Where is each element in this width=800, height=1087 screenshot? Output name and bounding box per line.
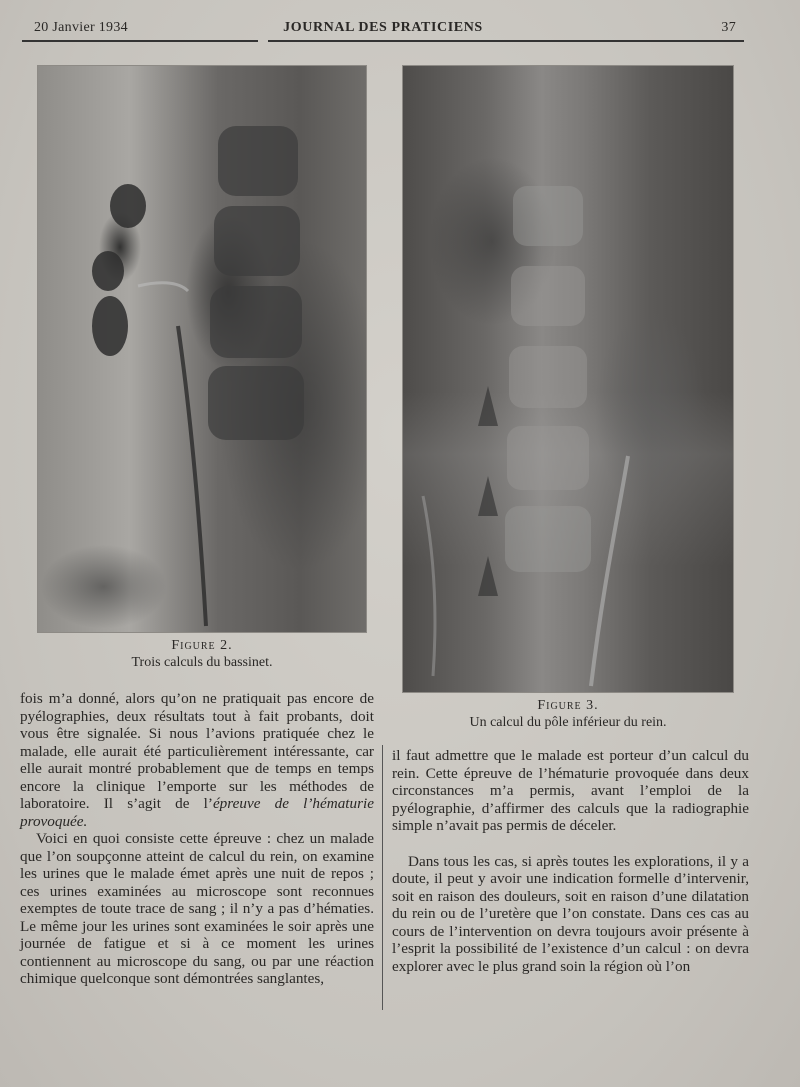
body-column-left xyxy=(20,690,374,988)
figure-3-label: Figure 3. xyxy=(537,698,599,713)
left-paragraph-1-italic: épreuve de l’hématurie provoquée. xyxy=(20,795,374,830)
figure-2-label: Figure 2. xyxy=(171,638,233,653)
body-column-right xyxy=(392,747,749,975)
figure-3-caption xyxy=(403,697,733,731)
header-rule-left xyxy=(22,40,258,42)
left-paragraph-1 xyxy=(20,690,374,830)
column-divider xyxy=(382,745,383,1010)
page-number: 37 xyxy=(721,20,736,35)
radiograph-figure-3-shapes xyxy=(403,66,733,692)
figure-2-caption xyxy=(38,637,366,671)
figure-2-caption-text: Trois calculs du bassinet. xyxy=(131,655,273,670)
header-date: 20 Janvier 1934 xyxy=(34,20,128,35)
left-paragraph-2: Voici en quoi consiste cette épreuve : chez un malade que l’on soupçonne atteint de calcul du rein, on examine les urines que le malade émet après une nuit de repos ; ces urines examinées au microscope sont reconnues exemptes de toute trace de sang ; il n’y a pas d’hématies. Le même jour les urines sont examinées le soir après une journée de fatigue et si à ce moment les urines contiennent au microscope du sang, ou par une réaction chimique quelconque sont démontrées sanglantes, xyxy=(20,830,374,987)
header-rule-right xyxy=(268,40,744,42)
right-paragraph-1: il faut admettre que le malade est porteur d’un calcul du rein. Cette épreuve de l’hématurie provoquée dans deux circonstances m’a permis, avant l’emploi de la pyélographie, d’affirmer des calculs que la radiographie simple n’avait pas permis de déceler. xyxy=(392,747,749,834)
radiograph-figure-3 xyxy=(403,66,733,692)
journal-title: JOURNAL DES PRATICIENS xyxy=(283,20,483,35)
figure-3-caption-text: Un calcul du pôle inférieur du rein. xyxy=(469,715,667,730)
radiograph-figure-2 xyxy=(38,66,366,632)
radiograph-figure-2-shapes xyxy=(38,66,366,632)
left-paragraph-1-text: fois m’a donné, alors qu’on ne pratiquait pas encore de pyélographies, deux résultats tout à fait probants, doit vous être signalée. Si nous l’avions pratiquée chez le malade, elle aurait été particulièrement intéressante, car elle aurait montré probablement que de temps en temps encore la clinique l’emporte sur les méthodes de laboratoire. Il s’agit de l’ xyxy=(20,690,374,812)
running-header xyxy=(22,18,744,38)
right-paragraph-2: Dans tous les cas, si après toutes les explorations, il y a doute, il peut y avoir une indication formelle d’intervenir, soit en raison des douleurs, soit en raison d’une dilatation du rein ou de l’uretère que l’on constate. Dans ces cas au cours de l’intervention on devra toujours avoir présente à l’esprit la possibilité de l’existence d’un calcul : on devra explorer avec le plus grand soin la région où l’on xyxy=(392,852,749,975)
